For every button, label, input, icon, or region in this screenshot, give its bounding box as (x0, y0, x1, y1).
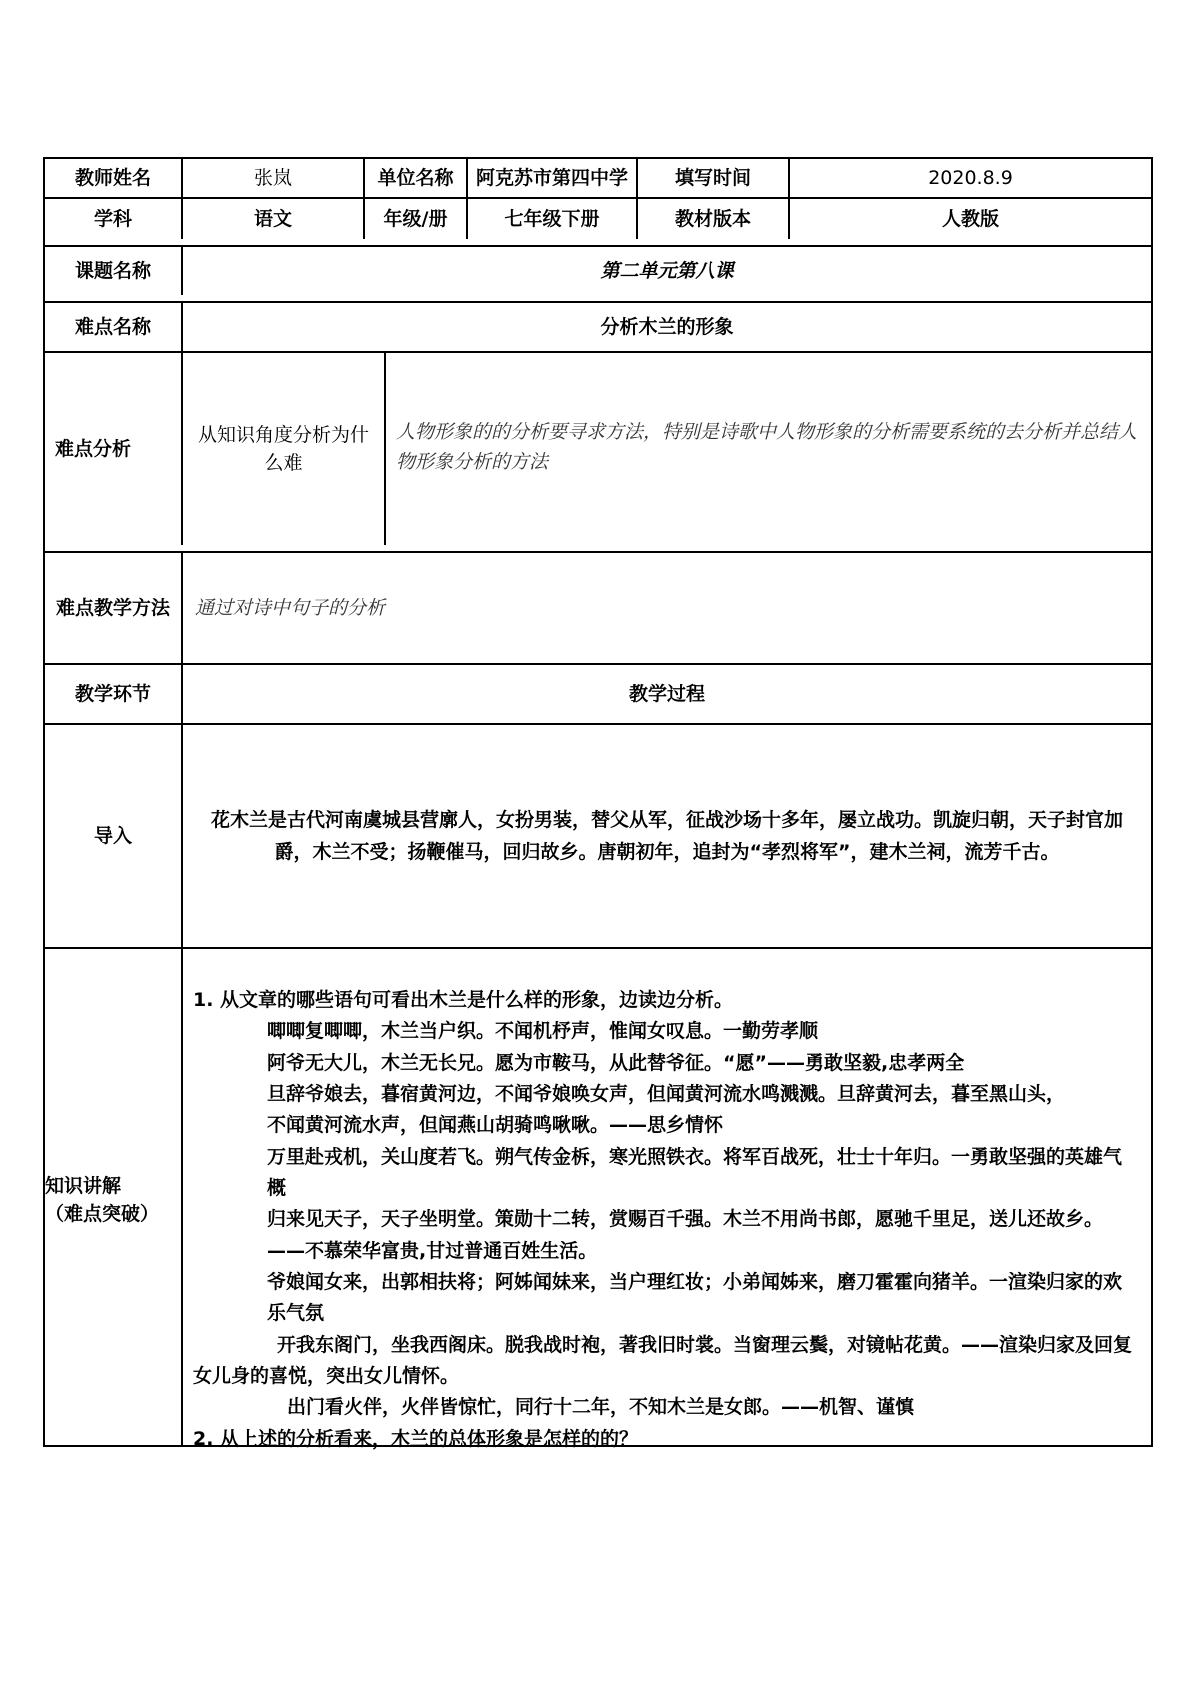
difficulty-label: 难点名称 (43, 301, 181, 351)
analysis-line-open-door: 开我东阁门，坐我西阁床。脱我战时袍，著我旧时裳。当窗理云鬓，对镜帖花黄。——渲染归家及回复女儿身的喜悦，突出女儿情怀。 (193, 1333, 1133, 1388)
knowledge-label-line1: 知识讲解 (45, 1174, 122, 1197)
question-2: 2. 从上述的分析看来，木兰的总体形象是怎样的的？ (193, 1427, 639, 1450)
table-row-knowledge (43, 947, 1153, 1450)
unit-name-value: 阿克苏市第四中学 (466, 157, 636, 197)
analysis-sub-label: 从知识角度分析为什么难 (181, 351, 384, 545)
fill-date-label: 填写时间 (636, 157, 788, 197)
knowledge-content (181, 947, 1153, 1450)
teacher-name-label: 教师姓名 (43, 157, 181, 197)
table-row-difficulty (43, 301, 1153, 351)
teacher-name-value: 张岚 (181, 157, 363, 197)
knowledge-label-line2: （难点突破） (45, 1203, 160, 1225)
method-text: 通过对诗中句子的分析 (181, 551, 1153, 663)
analysis-line: 归来见天子，天子坐明堂。策勋十二转，赏赐百千强。木兰不用尚书郎，愿驰千里足，送儿还故乡。——不慕荣华富贵,甘过普通百姓生活。 (267, 1208, 1104, 1262)
unit-name-label: 单位名称 (363, 157, 466, 197)
analysis-line: 阿爷无大儿，木兰无长兄。愿为市鞍马，从此替爷征。“愿”——勇敢坚毅,忠孝两全 (267, 1051, 965, 1074)
analysis-line: 不闻黄河流水声，但闻燕山胡骑鸣啾啾。——思乡情怀 (267, 1114, 724, 1137)
subject-value: 语文 (181, 197, 363, 239)
grade-label: 年级/册 (363, 197, 466, 239)
table-row-analysis (43, 351, 1153, 545)
difficulty-value: 分析木兰的形象 (181, 301, 1153, 351)
edition-label: 教材版本 (636, 197, 788, 239)
edition-value: 人教版 (788, 197, 1153, 239)
analysis-line: 万里赴戎机，关山度若飞。朔气传金柝，寒光照铁衣。将军百战死，壮士十年归。一勇敢坚强的英雄气概 (267, 1145, 1123, 1200)
analysis-line: 唧唧复唧唧，木兰当户织。不闻机杼声，惟闻女叹息。一勤劳孝顺 (267, 1020, 819, 1043)
analysis-text: 人物形象的的分析要寻求方法，特别是诗歌中人物形象的分析需要系统的去分析并总结人物形象分析的方法 (384, 351, 1153, 545)
table-row-method (43, 551, 1153, 663)
fill-date-value: 2020.8.9 (788, 157, 1153, 197)
process-stage-label: 教学环节 (43, 663, 181, 723)
analysis-line: 爷娘闻女来，出郭相扶将；阿姊闻妹来，当户理红妆；小弟闻姊来，磨刀霍霍向猪羊。一渲染归家的欢乐气氛 (267, 1271, 1123, 1325)
analysis-line: 旦辞爷娘去，暮宿黄河边，不闻爷娘唤女声，但闻黄河流水鸣溅溅。旦辞黄河去，暮至黑山头， (267, 1083, 1066, 1106)
topic-value: 第二单元第八课 (181, 245, 1153, 295)
method-label: 难点教学方法 (43, 551, 181, 663)
table-row-intro (43, 723, 1153, 947)
grade-value: 七年级下册 (466, 197, 636, 239)
topic-label: 课题名称 (43, 245, 181, 295)
subject-label: 学科 (43, 197, 181, 239)
intro-label: 导入 (43, 723, 181, 947)
table-row-process-header (43, 663, 1153, 723)
table-row-subject (43, 197, 1153, 239)
table-row-topic (43, 245, 1153, 295)
table-row-teacher (43, 157, 1153, 197)
analysis-line-companions: 出门看火伴，火伴皆惊忙，同行十二年，不知木兰是女郎。——机智、谨慎 (287, 1396, 915, 1419)
question-1: 1. 从文章的哪些语句可看出木兰是什么样的形象，边读边分析。 (193, 989, 734, 1011)
process-label: 教学过程 (181, 663, 1153, 723)
analysis-label: 难点分析 (43, 351, 181, 545)
lesson-plan-table (43, 157, 1153, 1450)
knowledge-label (43, 947, 181, 1447)
intro-text: 花木兰是古代河南虞城县营廓人，女扮男装，替父从军，征战沙场十多年，屡立战功。凯旋归朝，天子封官加爵，木兰不受；扬鞭催马，回归故乡。唐朝初年，追封为“孝烈将军”，建木兰祠，流芳千古。 (181, 723, 1153, 947)
